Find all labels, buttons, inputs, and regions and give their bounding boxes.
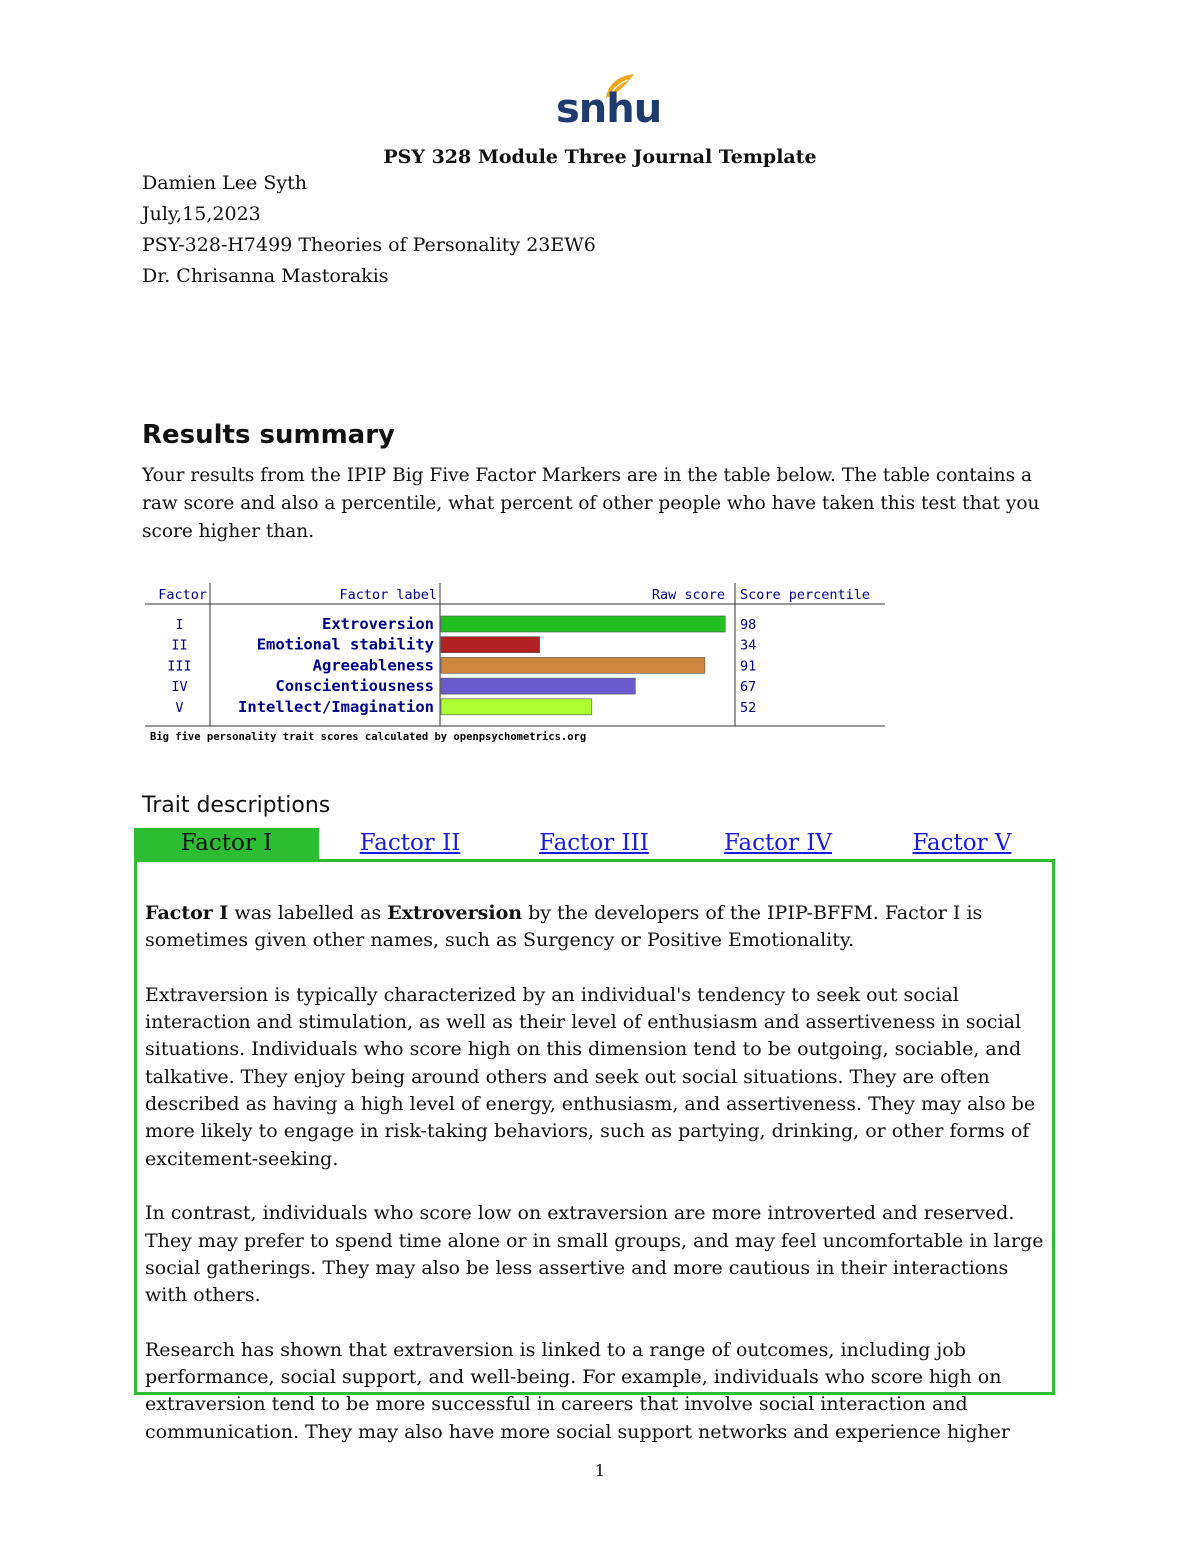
score-bar <box>441 637 540 653</box>
score-value: 34 <box>740 637 757 654</box>
score-bar <box>441 657 705 673</box>
factor-name: Factor I <box>145 902 229 924</box>
factor-numeral: III <box>167 658 192 675</box>
trait-descriptions-heading: Trait descriptions <box>142 793 331 818</box>
description-paragraph-2: In contrast, individuals who score low on extraversion are more introverted and reserved. They may prefer to spend time alone or in small groups, and may feel uncomfortable in large social gatherings. They may also be less assertive and more cautious in their interactions with others. <box>145 1202 1044 1307</box>
score-bar <box>441 616 725 632</box>
factor-label: Extroversion <box>387 902 523 924</box>
snhu-logo <box>556 72 662 134</box>
score-value: 91 <box>740 658 757 675</box>
description-paragraph-3: Research has shown that extraversion is linked to a range of outcomes, including job performance, social support, and well-being. For example, individuals who score high on extraversion tend to be more successful in careers that involve social interaction and communication. They may also have more social support networks and experience higher <box>145 1338 1010 1443</box>
header-score-percentile: Score percentile <box>740 587 871 603</box>
course-line: PSY-328-H7499 Theories of Personality 23EW6 <box>142 234 596 256</box>
factor-numeral: IV <box>171 679 188 696</box>
score-value: 98 <box>740 617 757 633</box>
factor-intro-paragraph <box>145 900 1044 955</box>
chart-rows <box>167 615 756 716</box>
instructor-line: Dr. Chrisanna Mastorakis <box>142 265 389 287</box>
score-value: 67 <box>740 679 757 696</box>
author-name: Damien Lee Syth <box>142 172 307 194</box>
header-factor: Factor <box>158 587 207 603</box>
factor-label: Conscientiousness <box>275 677 434 696</box>
header-raw-score: Raw score <box>651 587 725 603</box>
factor-label: Extroversion <box>322 615 434 633</box>
factor-label: Intellect/Imagination <box>238 697 434 716</box>
intro-text-a: was labelled as <box>228 902 388 924</box>
tab-factor-4[interactable]: Factor IV <box>723 830 833 856</box>
factor-tabs <box>134 828 1054 859</box>
big-five-chart <box>145 583 890 748</box>
results-intro: Your results from the IPIP Big Five Factor Markers are in the table below. The table contains a raw score and also a percentile, what percent of other people who have taken this test that you score higher than. <box>142 465 1040 542</box>
factor-label: Agreeableness <box>312 656 434 675</box>
factor-description-panel <box>134 859 1055 1443</box>
date-line: July,15,2023 <box>142 203 261 225</box>
factor-label: Emotional stability <box>256 635 434 654</box>
tab-factor-2[interactable]: Factor II <box>359 830 461 856</box>
factor-numeral: II <box>171 637 188 654</box>
score-value: 52 <box>740 699 757 716</box>
document-title: PSY 328 Module Three Journal Template <box>383 146 817 168</box>
description-paragraph-1: Extraversion is typically characterized by an individual's tendency to seek out social interaction and stimulation, as well as their level of enthusiasm and assertiveness in social situations. Individuals who score high on this dimension tend to be outgoing, sociable, and talkative. They enjoy being around others and seek out social situations. They are often described as having a high level of energy, enthusiasm, and assertiveness. They may also be more likely to engage in risk-taking behaviors, such as partying, drinking, or other forms of excitement-seeking. <box>145 983 1036 1170</box>
logo-text: snhu <box>556 86 662 132</box>
chart-headers <box>158 587 870 603</box>
results-heading: Results summary <box>142 420 395 450</box>
factor-numeral: I <box>175 617 184 633</box>
tab-factor-1[interactable]: Factor I <box>134 828 319 859</box>
chart-caption: Big five personality trait scores calculated by openpsychometrics.org <box>150 731 587 743</box>
tab-factor-3[interactable]: Factor III <box>539 830 649 856</box>
score-bar <box>441 699 592 715</box>
tab-factor-5[interactable]: Factor V <box>912 830 1012 856</box>
score-bar <box>441 678 635 694</box>
intro-text-b: by the developers of the IPIP-BFFM. Factor I is sometimes given other names, such as Surgency or Positive Emotionality. <box>145 902 983 952</box>
factor-numeral: V <box>175 699 184 716</box>
page-number: 1 <box>594 1461 606 1480</box>
header-factor-label: Factor label <box>339 587 437 603</box>
